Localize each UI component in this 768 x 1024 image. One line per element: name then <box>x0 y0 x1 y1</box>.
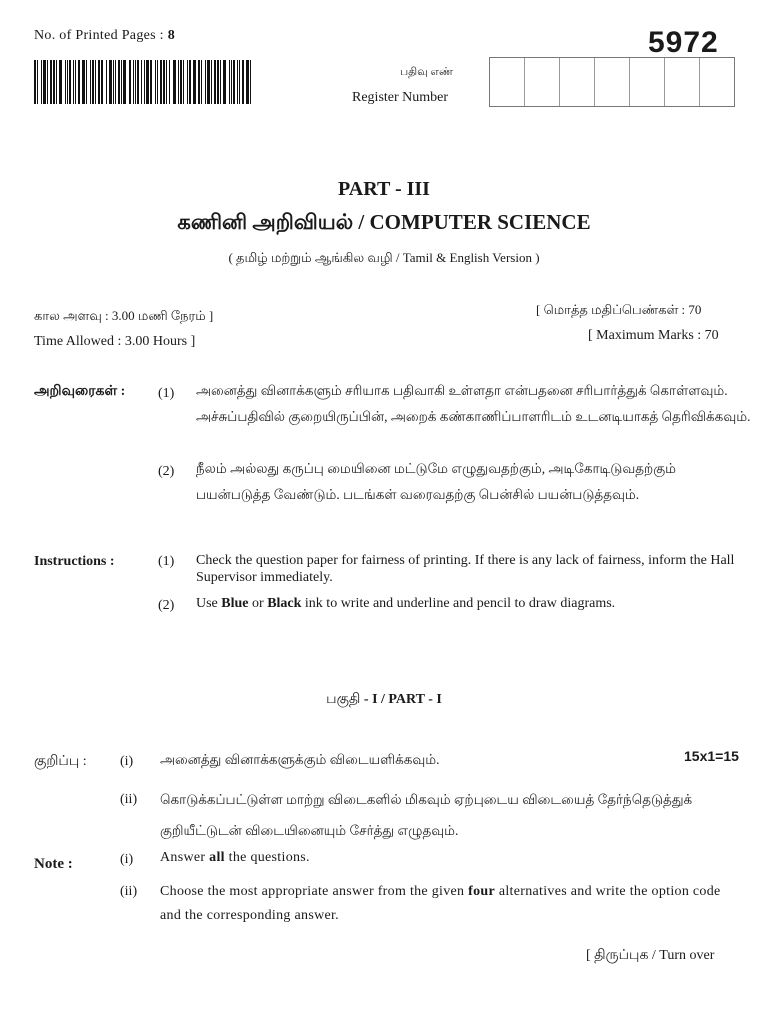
barcode-bar <box>34 60 36 104</box>
register-box[interactable] <box>665 58 700 106</box>
part-title: PART - III <box>338 178 430 200</box>
barcode-bar <box>169 60 170 104</box>
barcode-bar <box>106 60 107 104</box>
note-text: Choose the most appropriate answer from the given <box>160 884 469 899</box>
instructions-en-label: Instructions : <box>34 554 115 569</box>
barcode-bar <box>41 60 42 104</box>
barcode-bar <box>223 60 226 104</box>
barcode-bar <box>183 60 184 104</box>
barcode-bar <box>150 60 152 104</box>
barcode-bar <box>144 60 145 104</box>
instr-text: Use <box>196 596 222 611</box>
barcode-bar <box>250 60 251 104</box>
barcode-bar <box>118 60 120 104</box>
barcode-bar <box>205 60 206 104</box>
barcode-bar <box>90 60 91 104</box>
barcode-bar <box>231 60 232 104</box>
barcode-bar <box>75 60 76 104</box>
barcode <box>34 60 254 104</box>
barcode-bar <box>155 60 156 104</box>
register-box[interactable] <box>525 58 560 106</box>
barcode-bar <box>115 60 116 104</box>
register-box[interactable] <box>595 58 630 106</box>
instructions-en-num: (1) <box>158 554 175 569</box>
note-ta-item: கொடுக்கப்பட்டுள்ள மாற்று விடைகளில் மிகவும் ஏற்புடைய விடையைத் தேர்ந்தெடுத்துக் குறியீட்டுடன் விடையினையும் சேர்த்து எழுதவும். <box>160 792 693 838</box>
subject-title: கணினி அறிவியல் / COMPUTER SCIENCE <box>177 210 591 234</box>
barcode-bar <box>53 60 55 104</box>
barcode-bar <box>229 60 230 104</box>
barcode-bar <box>173 60 176 104</box>
note-ta-num: (ii) <box>120 792 138 807</box>
instructions-ta-item: அனைத்து வினாக்களும் சரியாக பதிவாகி உள்ளதா என்பதனை சரிபார்த்துக் கொள்ளவும். அச்சுப்பதிவில் குறையிருப்பின், அறைக் கண்காணிப்பாளரிடம் உடனடியாகத் தெரிவிக்கவும். <box>196 383 751 424</box>
barcode-bar <box>201 60 202 104</box>
barcode-bar <box>242 60 244 104</box>
instr-text: ink to write and underline and pencil to draw diagrams. <box>301 596 616 611</box>
barcode-bar <box>166 60 167 104</box>
barcode-bar <box>211 60 212 104</box>
barcode-bar <box>207 60 210 104</box>
note-en-item <box>160 850 310 866</box>
max-marks-en: [ Maximum Marks : 70 <box>588 328 719 343</box>
register-number-boxes[interactable] <box>489 57 735 107</box>
register-box[interactable] <box>630 58 665 106</box>
barcode-bar <box>69 60 71 104</box>
barcode-bar <box>189 60 191 104</box>
printed-pages <box>34 28 175 44</box>
time-allowed-en: Time Allowed : 3.00 Hours ] <box>34 334 196 349</box>
barcode-bar <box>37 60 38 104</box>
barcode-bar <box>67 60 68 104</box>
printed-pages-label: No. of Printed Pages : <box>34 28 164 43</box>
barcode-bar <box>220 60 221 104</box>
barcode-bar <box>43 60 46 104</box>
instructions-en-num: (2) <box>158 598 175 613</box>
barcode-bar <box>47 60 48 104</box>
barcode-bar <box>65 60 66 104</box>
barcode-bar <box>237 60 238 104</box>
barcode-bar <box>56 60 57 104</box>
turn-over: [ திருப்புக / Turn over <box>586 948 715 963</box>
note-en-num: (ii) <box>120 884 138 899</box>
barcode-bar <box>123 60 126 104</box>
barcode-bar <box>157 60 158 104</box>
barcode-bar <box>82 60 85 104</box>
instr-blue: Blue <box>221 596 249 611</box>
barcode-bar <box>109 60 112 104</box>
barcode-bar <box>73 60 74 104</box>
paper-code: 5972 <box>648 26 719 59</box>
note-ta-num: (i) <box>120 754 134 769</box>
barcode-bar <box>141 60 142 104</box>
barcode-bar <box>98 60 100 104</box>
barcode-bar <box>217 60 219 104</box>
part1-score: 15x1=15 <box>684 748 739 764</box>
barcode-bar <box>50 60 52 104</box>
barcode-bar <box>59 60 62 104</box>
barcode-bar <box>101 60 103 104</box>
barcode-bar <box>137 60 139 104</box>
register-box[interactable] <box>490 58 525 106</box>
barcode-bar <box>239 60 240 104</box>
note-en-label: Note : <box>34 856 73 872</box>
barcode-bar <box>121 60 122 104</box>
time-allowed-ta: கால அளவு : 3.00 மணி நேரம் ] <box>34 308 214 323</box>
barcode-bar <box>193 60 196 104</box>
barcode-bar <box>198 60 200 104</box>
barcode-bar <box>163 60 165 104</box>
part1-title-en: - I / PART - I <box>363 692 442 707</box>
note-en-num: (i) <box>120 852 134 867</box>
barcode-bar <box>86 60 87 104</box>
note-bold: all <box>209 850 225 865</box>
barcode-bar <box>78 60 80 104</box>
version-subtitle: ( தமிழ் மற்றும் ஆங்கில வழி / Tamil & English Version ) <box>228 250 540 265</box>
note-en-item <box>160 880 732 928</box>
barcode-bar <box>129 60 131 104</box>
instructions-ta-num: (2) <box>158 464 175 479</box>
barcode-bar <box>178 60 179 104</box>
note-ta-label: குறிப்பு : <box>34 754 87 769</box>
barcode-bar <box>95 60 96 104</box>
note-bold: four <box>468 884 496 899</box>
max-marks-ta: [ மொத்த மதிப்பெண்கள் : 70 <box>536 302 702 317</box>
part1-title <box>0 692 768 709</box>
barcode-bar <box>92 60 94 104</box>
barcode-bar <box>135 60 136 104</box>
instructions-ta-item: நீலம் அல்லது கருப்பு மையினை மட்டுமே எழுதுவதற்கும், அடிகோடிடுவதற்கும் பயன்படுத்த வேண்டும். படங்கள் வரைவதற்கு பென்சில் பயன்படுத்தவும். <box>196 461 677 502</box>
barcode-bar <box>214 60 216 104</box>
barcode-bar <box>180 60 182 104</box>
note-ta-item: அனைத்து வினாக்களுக்கும் விடையளிக்கவும். <box>160 752 440 767</box>
barcode-bar <box>113 60 114 104</box>
instr-black: Black <box>267 596 302 611</box>
barcode-bar <box>233 60 235 104</box>
printed-pages-value: 8 <box>167 28 175 43</box>
barcode-bar <box>160 60 162 104</box>
part1-title-ta: பகுதி <box>326 692 361 707</box>
register-label-ta: பதிவு எண் <box>400 66 454 78</box>
instructions-en-item <box>196 596 615 612</box>
instructions-ta-label: அறிவுரைகள் : <box>34 384 126 399</box>
register-box[interactable] <box>700 58 734 106</box>
barcode-bar <box>146 60 149 104</box>
barcode-bar <box>133 60 134 104</box>
barcode-bar <box>187 60 188 104</box>
note-text: Answer <box>160 850 210 865</box>
instructions-ta-num: (1) <box>158 386 175 401</box>
note-text: the questions. <box>224 850 310 865</box>
instructions-en-item: Check the question paper for fairness of printing. If there is any lack of fairness, inform the Hall Supervisor immediately. <box>196 553 735 585</box>
barcode-bar <box>246 60 249 104</box>
register-box[interactable] <box>560 58 595 106</box>
register-label-en: Register Number <box>352 90 449 105</box>
note-text: alternatives and write the option code and the corresponding answer. <box>160 884 721 923</box>
instr-or: or <box>248 596 268 611</box>
